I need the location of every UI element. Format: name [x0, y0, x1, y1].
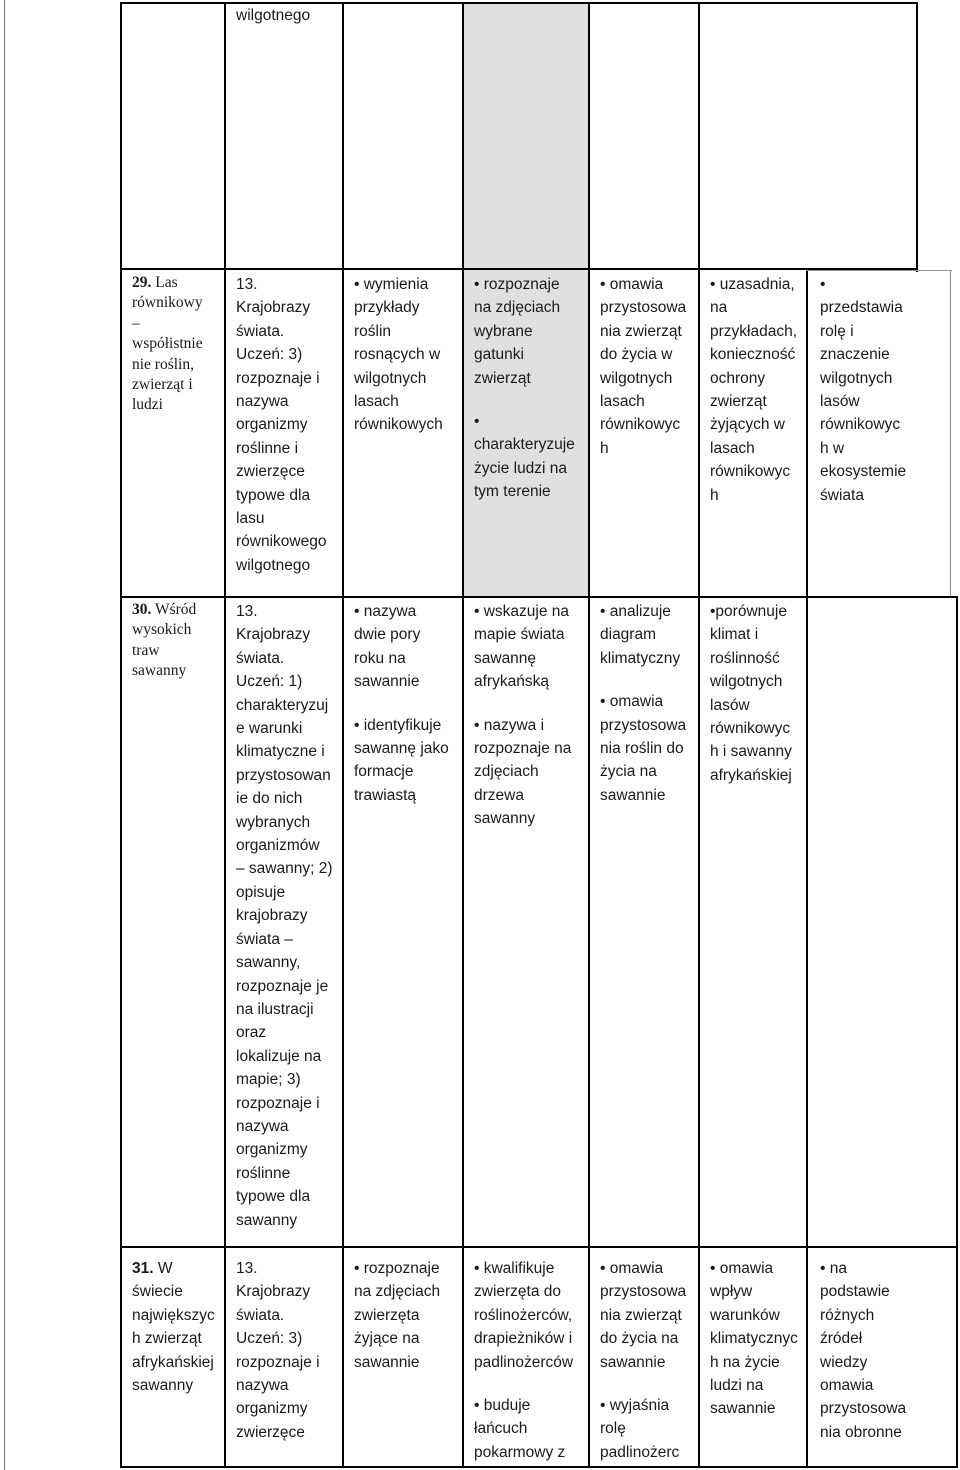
cell-line: łańcuch: [474, 1420, 528, 1438]
cell-line: równikowyc: [710, 720, 791, 738]
cell-line: przykłady: [354, 299, 420, 317]
cell-line: równikowy: [132, 294, 203, 312]
cell-line: sawannę jako: [354, 740, 449, 758]
cell-line: równikowego: [236, 533, 327, 551]
cell-line: źródeł: [820, 1330, 863, 1348]
cell-line: przystosowa: [600, 1283, 687, 1301]
cell-line: zwierzęta: [354, 1306, 420, 1324]
cell-line: rozpoznaje i: [236, 1094, 320, 1112]
cell-line: h: [710, 486, 719, 504]
cell-line: roku na: [354, 649, 406, 667]
lesson-number: 30.: [132, 601, 152, 618]
cell-line: • buduje: [474, 1397, 531, 1415]
cell-line: wiedzy: [820, 1353, 868, 1371]
cell-line: podstawie: [820, 1283, 890, 1301]
cell-line: ludzi: [132, 396, 163, 414]
cell-line: • omawia: [710, 1260, 774, 1277]
cell-line: Krajobrazy: [236, 626, 311, 644]
cell-line: charakteryzuje: [474, 436, 575, 454]
row31-grade4: [600, 1257, 686, 1464]
cell-line: świata: [820, 486, 864, 504]
cell-line: lokalizuje na: [236, 1047, 322, 1065]
cell-line: diagram: [600, 626, 656, 644]
cell-line: świata.: [236, 322, 285, 340]
cell-line: konieczność: [710, 346, 796, 364]
cell-line: żyjących w: [710, 416, 785, 434]
cell-line: gatunki: [474, 346, 524, 364]
cell-line: Wśród: [154, 601, 197, 618]
cell-line: przystosowa: [600, 716, 687, 734]
cell-line: rozpoznaje i: [236, 369, 320, 387]
cell-line: organizmów: [236, 837, 320, 855]
grid-line: [806, 270, 808, 1468]
cell-line: roślinne: [236, 1164, 291, 1182]
row31-grade2: [354, 1257, 440, 1374]
cell-line: sawannie: [354, 673, 420, 691]
cell-line: do życia w: [600, 346, 673, 364]
grid-line: [806, 270, 952, 271]
cell-line: sawanny: [132, 1377, 194, 1395]
cell-line: nazywa: [236, 1377, 289, 1395]
grid-line: [342, 4, 344, 1468]
cell-line: • rozpoznaje: [354, 1260, 440, 1277]
cell-line: klimat i: [710, 626, 759, 644]
cell-line: • omawia: [600, 276, 664, 293]
lesson-number: 31.: [132, 1260, 154, 1277]
cell-line: największyc: [132, 1306, 215, 1324]
lesson-number: 29.: [132, 274, 152, 291]
cell-line: Las: [155, 274, 178, 291]
cell-line: nia zwierząt: [600, 1306, 682, 1324]
cell-line: rosnących w: [354, 346, 441, 364]
cell-line: klimatyczne i: [236, 743, 325, 761]
row30-grade4: [600, 600, 686, 807]
grid-line: [120, 268, 918, 270]
cell-line: padlinożerców: [474, 1353, 574, 1371]
cell-line: Uczeń: 3): [236, 346, 303, 364]
cell-line: znaczenie: [820, 346, 890, 364]
cell-line: nazywa: [236, 1117, 289, 1135]
cell-line: roślinność: [710, 649, 780, 667]
cell-line: afrykańską: [474, 673, 549, 691]
row31-grade3: [474, 1257, 573, 1464]
cell-line: afrykańskiej: [710, 766, 792, 784]
row30-curriculum: [236, 600, 333, 1232]
cell-line: świecie: [132, 1283, 183, 1301]
cell-line: sawannie: [600, 1353, 666, 1371]
cell-line: nazywa: [236, 393, 289, 411]
row29-grade3: [474, 273, 575, 504]
cell-line: roślin: [354, 322, 392, 340]
spacer: [474, 390, 575, 410]
cell-line: ochrony: [710, 369, 766, 387]
cell-line: – sawanny; 2): [236, 860, 333, 878]
cell-line: na: [710, 299, 728, 317]
cell-line: –: [132, 314, 140, 332]
cell-line: sawannie: [600, 786, 666, 804]
cell-line: świata –: [236, 930, 293, 948]
cell-line: e warunki: [236, 720, 303, 738]
cell-line: lasach: [710, 439, 755, 457]
cell-line: rozpoznaje je: [236, 977, 329, 995]
cell-line: wybranych: [236, 813, 311, 831]
spacer: [600, 670, 686, 690]
row29-grade5: [710, 273, 797, 507]
cell-line: klimatycznyc: [710, 1330, 798, 1348]
cell-line: mapie świata: [474, 626, 565, 644]
cell-line: organizmy: [236, 1400, 308, 1418]
cell-line: wilgotnego: [236, 556, 311, 574]
grid-line: [120, 596, 958, 598]
grid-line: [120, 4, 122, 1468]
cell-line: afrykańskiej: [132, 1353, 214, 1371]
cell-line: sawanny: [132, 662, 187, 680]
cell-line: Krajobrazy: [236, 1283, 311, 1301]
cell-line: sawanny,: [236, 954, 301, 972]
cell-line: • uzasadnia,: [710, 276, 795, 293]
cell-line: formacje: [354, 763, 414, 781]
cell-line: przystosowan: [236, 766, 331, 784]
cell-line: omawia: [820, 1377, 874, 1395]
cell-line: 13.: [236, 1260, 258, 1277]
cell-line: równikowyc: [600, 416, 681, 434]
cell-line: równikowyc: [710, 463, 791, 481]
cell-line: mapie; 3): [236, 1071, 301, 1089]
cell-line: lasów: [710, 696, 750, 714]
cell-line: nia zwierząt: [600, 322, 682, 340]
cell-line: typowe dla: [236, 1188, 311, 1206]
cell-line: na ilustracji: [236, 1000, 314, 1018]
cell-line: świata.: [236, 649, 285, 667]
cell-line: zwierząt: [710, 393, 767, 411]
cell-line: pokarmowy z: [474, 1443, 566, 1461]
cell-line: rozpoznaje na: [474, 740, 572, 758]
cell-line: lasach: [600, 393, 645, 411]
cell-line: wilgotnych: [710, 673, 783, 691]
cell-line: zwierząt: [474, 369, 531, 387]
cell-line: charakteryzuj: [236, 696, 329, 714]
grid-line: [224, 4, 226, 1468]
grid-line: [950, 270, 951, 598]
cell-line: wybrane: [474, 322, 533, 340]
row29-grade4: [600, 273, 686, 460]
cell-line: oraz: [236, 1024, 267, 1042]
cell-line: h: [600, 439, 609, 457]
cell-line: •porównuje: [710, 603, 787, 620]
cell-line: wpływ: [710, 1283, 753, 1301]
spacer: [600, 1374, 686, 1394]
grid-line: [698, 4, 700, 1468]
cell-line: sawanny: [236, 1211, 298, 1229]
grid-line: [120, 1466, 958, 1468]
cell-line: • na: [820, 1260, 847, 1277]
cell-line: na zdjęciach: [474, 299, 561, 317]
cell-line: typowe dla: [236, 486, 311, 504]
cell-line: klimatyczny: [600, 649, 681, 667]
cell-line: przystosowa: [820, 1400, 907, 1418]
row30-grade3: [474, 600, 571, 831]
cell-line: zwierzęce: [236, 1423, 305, 1441]
cell-line: trawiastą: [354, 786, 417, 804]
cell-line: • rozpoznaje: [474, 276, 560, 293]
cell-line: życia na: [600, 763, 657, 781]
cell-line: traw: [132, 641, 160, 659]
cell-line: wilgotnego: [236, 7, 311, 24]
cell-line: nie roślin,: [132, 355, 194, 373]
cell-line: lasach: [354, 393, 399, 411]
cell-line: • wskazuje na: [474, 603, 570, 620]
cell-line: sawannie: [354, 1353, 420, 1371]
row29-topic: [132, 273, 203, 416]
cell-line: • wymienia: [354, 276, 429, 293]
row29-grade2: [354, 273, 443, 437]
cell-line: rolę i: [820, 322, 854, 340]
cell-line: różnych: [820, 1306, 875, 1324]
row29-curriculum: [236, 273, 326, 577]
cell-line: •: [474, 413, 480, 431]
cell-line: ie do nich: [236, 790, 303, 808]
cell-line: • omawia: [600, 693, 664, 711]
cell-line: lasów: [820, 393, 860, 411]
cell-line: do życia na: [600, 1330, 679, 1348]
cell-line: wilgotnych: [600, 369, 673, 387]
cell-line: Uczeń: 3): [236, 1330, 303, 1348]
grid-line: [462, 4, 464, 1468]
cell-line: h na życie: [710, 1353, 780, 1371]
cell-line: wysokich: [132, 621, 192, 639]
cell-line: Uczeń: 1): [236, 673, 303, 691]
cell-line: Krajobrazy: [236, 299, 311, 317]
grid-line: [588, 4, 590, 1468]
cell-line: drapieżników i: [474, 1330, 573, 1348]
cell-line: h i sawanny: [710, 743, 792, 761]
grid-line: [120, 1246, 958, 1248]
cell-line: organizmy: [236, 416, 308, 434]
cell-line: W: [157, 1260, 173, 1277]
cell-line: ekosystemie: [820, 463, 907, 481]
cell-line: zwierzęta do: [474, 1283, 562, 1301]
cell-line: • analizuje: [600, 603, 671, 620]
cell-line: sawannie: [710, 1400, 776, 1418]
row31-grade6: [820, 1257, 906, 1444]
cell-line: drzewa: [474, 786, 524, 804]
cell-line: opisuje: [236, 883, 286, 901]
cell-line: organizmy: [236, 1141, 308, 1159]
cell-line: sawannę: [474, 649, 537, 667]
cell-line: zwierzęce: [236, 463, 305, 481]
cell-line: padlinożerc: [600, 1443, 680, 1461]
cell-line: • wyjaśnia: [600, 1397, 670, 1415]
spacer: [474, 1374, 573, 1394]
spacer: [354, 694, 449, 714]
row31-curriculum: [236, 1257, 320, 1444]
cell-line: lasu: [236, 510, 265, 528]
cell-line: ludzi na: [710, 1377, 764, 1395]
cell-line: rozpoznaje i: [236, 1353, 320, 1371]
row30-topic: [132, 600, 196, 682]
cell-line: krajobrazy: [236, 907, 308, 925]
cell-line: • kwalifikuje: [474, 1260, 555, 1277]
cell-line: sawanny: [474, 810, 536, 828]
cell-line: równikowych: [354, 416, 443, 434]
cell-line: tym terenie: [474, 483, 551, 501]
row30-grade5: [710, 600, 792, 787]
cell-line: równikowyc: [820, 416, 901, 434]
shaded-column-top: [464, 4, 588, 268]
cell-line: nia roślin do: [600, 740, 684, 758]
cell-line: • identyfikuje: [354, 716, 442, 734]
cell-line: 13.: [236, 276, 258, 293]
cell-line: h w: [820, 439, 845, 457]
cell-line: zdjęciach: [474, 763, 539, 781]
cell-line: • nazywa i: [474, 716, 545, 734]
cell-line: wilgotnych: [820, 369, 893, 387]
cell-line: •: [820, 276, 826, 293]
row29-grade6: [820, 273, 906, 507]
cell-line: 13.: [236, 603, 258, 620]
cell-line: warunków: [710, 1306, 780, 1324]
cell-line: życie ludzi na: [474, 459, 568, 477]
row30-grade2: [354, 600, 449, 807]
cell-line: wilgotnych: [354, 369, 427, 387]
cell-line: h zwierząt: [132, 1330, 202, 1348]
cell-line: świata.: [236, 1306, 285, 1324]
row31-topic: [132, 1257, 215, 1397]
cell-line: • omawia: [600, 1260, 664, 1277]
cell-line: przedstawia: [820, 299, 903, 317]
cell-line: nia obronne: [820, 1423, 902, 1441]
grid-line: [956, 598, 958, 1468]
cell-line: współistnie: [132, 335, 203, 353]
cell-line: zwierząt i: [132, 376, 193, 394]
row31-grade5: [710, 1257, 798, 1421]
cell-line: • nazywa: [354, 603, 417, 620]
cell-line: żyjące na: [354, 1330, 420, 1348]
grid-line: [916, 4, 918, 272]
cell-line: przystosowa: [600, 299, 687, 317]
cell-line: przykładach,: [710, 322, 798, 340]
cell-line: dwie pory: [354, 626, 421, 644]
cell-line: roślinożerców,: [474, 1306, 573, 1324]
cell-line: rolę: [600, 1420, 626, 1438]
grid-line: [4, 0, 5, 1470]
cell-line: roślinne i: [236, 439, 299, 457]
top-row-col2: [236, 4, 310, 27]
cell-line: na zdjęciach: [354, 1283, 441, 1301]
spacer: [474, 694, 571, 714]
